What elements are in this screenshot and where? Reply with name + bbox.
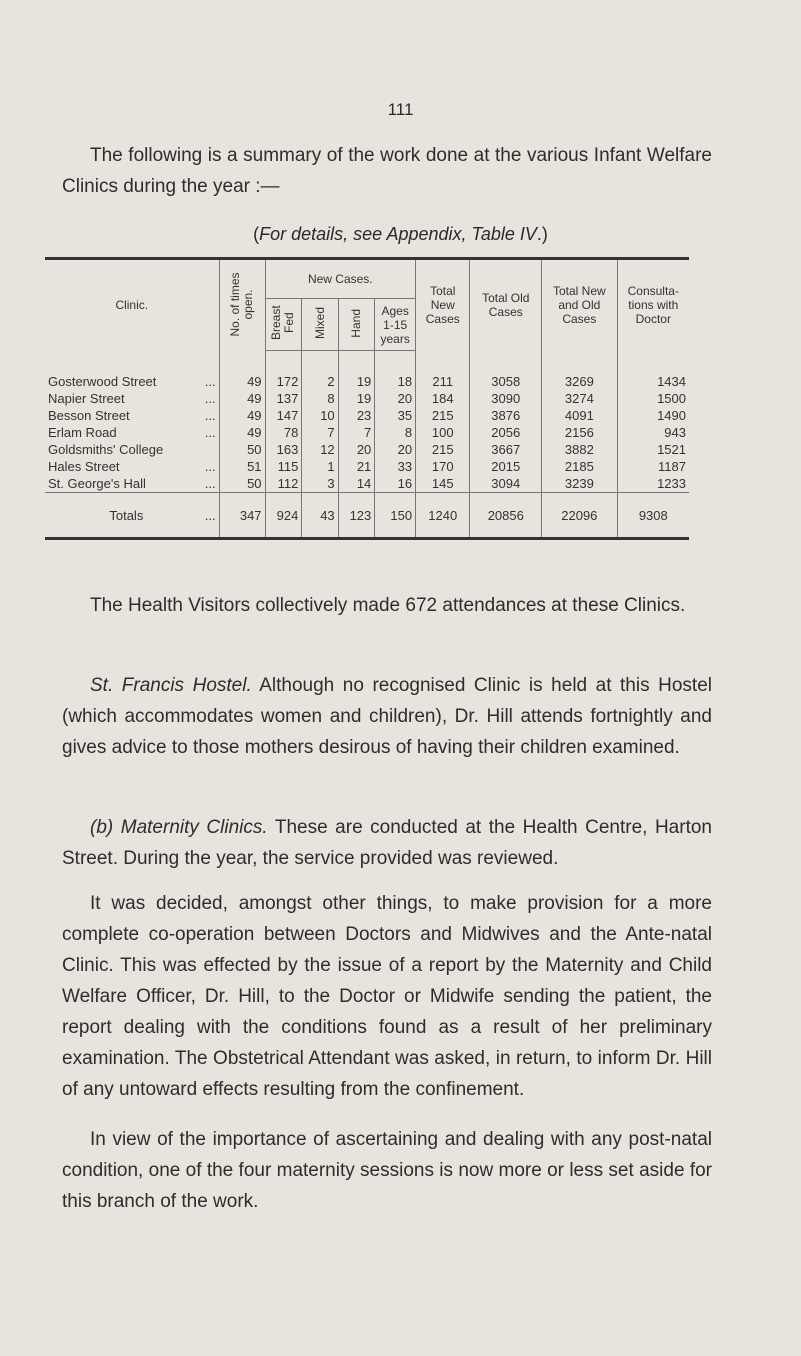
totals-open: 347 <box>219 493 265 539</box>
table-row <box>45 441 689 458</box>
cell-told: 3090 <box>470 390 542 407</box>
totals-mixed: 43 <box>302 493 338 539</box>
table-row <box>45 390 689 407</box>
cell-told: 3058 <box>470 351 542 391</box>
cell-mixed: 10 <box>302 407 338 424</box>
cell-mixed: 12 <box>302 441 338 458</box>
totals-row <box>45 493 689 539</box>
cell-tnew: 100 <box>416 424 470 441</box>
cell-breast: 147 <box>265 407 302 424</box>
header-times-open: No. of times open. <box>219 259 265 351</box>
table-caption <box>0 224 801 245</box>
cell-tall: 3269 <box>542 351 617 391</box>
header-total-new: Total New Cases <box>416 259 470 351</box>
clinic-name: Goldsmiths' College <box>48 442 164 457</box>
intro-paragraph: The following is a summary of the work done at the various Infant Welfare Clinics during the year :— <box>62 145 712 197</box>
cell-tnew: 211 <box>416 351 470 391</box>
totals-hand: 123 <box>338 493 375 539</box>
table-row <box>45 351 689 391</box>
header-breast-fed: Breast Fed <box>265 299 302 351</box>
cell-ages: 20 <box>375 390 416 407</box>
caption-text: For details, see Appendix, Table IV <box>259 224 537 244</box>
postnatal-paragraph: In view of the importance of ascertaining and dealing with any post-natal condition, one of the four maternity sessions is now more or less set aside for this branch of the work. <box>62 1129 712 1212</box>
cell-told: 2056 <box>470 424 542 441</box>
cell-open: 49 <box>219 351 265 391</box>
header-mixed: Mixed <box>302 299 338 351</box>
totals-ages: 150 <box>375 493 416 539</box>
page-number: 111 <box>387 100 414 119</box>
hostel-title: St. Francis Hostel. <box>90 675 252 696</box>
cell-tnew: 145 <box>416 475 470 493</box>
cell-cons: 1500 <box>617 390 689 407</box>
cell-open: 49 <box>219 390 265 407</box>
cell-hand: 14 <box>338 475 375 493</box>
cell-tnew: 184 <box>416 390 470 407</box>
cell-tall: 2156 <box>542 424 617 441</box>
cell-cons: 943 <box>617 424 689 441</box>
clinic-name: Hales Street ... <box>48 459 216 474</box>
clinics-table <box>45 257 689 540</box>
decided-paragraph: It was decided, amongst other things, to make provision for a more complete co-operation between Doctors and Midwives and the Ante-natal Clinic. This was effected by the issue of a report by the Maternity and Child Welfare Officer, Dr. Hill, to the Doctor or Midwife sending the patient, the report dealing with the conditions found as a result of her preliminary examination. The Obstetrical Attendant was asked, in return, to inform Dr. Hill of any untoward effects resulting from the confinement. <box>62 893 712 1100</box>
header-new-cases: New Cases. <box>265 259 416 299</box>
header-consultations: Consulta- tions with Doctor <box>617 259 689 351</box>
cell-cons: 1233 <box>617 475 689 493</box>
clinic-name: Napier Street ... <box>48 391 216 406</box>
cell-tall: 4091 <box>542 407 617 424</box>
table-row <box>45 475 689 493</box>
cell-tnew: 215 <box>416 441 470 458</box>
clinic-name: Besson Street ... <box>48 408 216 423</box>
cell-told: 3094 <box>470 475 542 493</box>
header-total-new-old: Total New and Old Cases <box>542 259 617 351</box>
table-body <box>45 351 689 493</box>
cell-hand: 19 <box>338 390 375 407</box>
cell-open: 49 <box>219 407 265 424</box>
cell-ages: 35 <box>375 407 416 424</box>
cell-tall: 3239 <box>542 475 617 493</box>
table-row <box>45 424 689 441</box>
cell-breast: 137 <box>265 390 302 407</box>
cell-mixed: 8 <box>302 390 338 407</box>
cell-told: 3667 <box>470 441 542 458</box>
caption-open: ( <box>253 224 260 244</box>
totals-tnew: 1240 <box>416 493 470 539</box>
cell-told: 2015 <box>470 458 542 475</box>
cell-mixed: 1 <box>302 458 338 475</box>
cell-mixed: 3 <box>302 475 338 493</box>
clinic-name: Gosterwood Street ... <box>48 373 216 389</box>
maternity-prefix: (b) <box>90 817 121 838</box>
cell-open: 49 <box>219 424 265 441</box>
cell-tall: 3274 <box>542 390 617 407</box>
cell-tnew: 215 <box>416 407 470 424</box>
cell-tnew: 170 <box>416 458 470 475</box>
totals-told: 20856 <box>470 493 542 539</box>
cell-ages: 16 <box>375 475 416 493</box>
cell-told: 3876 <box>470 407 542 424</box>
cell-open: 50 <box>219 441 265 458</box>
totals-tall: 22096 <box>542 493 617 539</box>
cell-open: 51 <box>219 458 265 475</box>
cell-tall: 3882 <box>542 441 617 458</box>
hostel-paragraph: St. Francis Hostel. Although no recognised Clinic is held at this Hostel (which accommodates women and children), Dr. Hill attends fortnightly and gives advice to those mothers desirous of having their children examined. <box>62 675 712 758</box>
cell-cons: 1490 <box>617 407 689 424</box>
cell-open: 50 <box>219 475 265 493</box>
cell-breast: 115 <box>265 458 302 475</box>
table-row <box>45 407 689 424</box>
cell-tall: 2185 <box>542 458 617 475</box>
header-ages: Ages 1-15 years <box>375 299 416 351</box>
maternity-paragraph: (b) Maternity Clinics. These are conducted at the Health Centre, Harton Street. During the year, the service provided was reviewed. <box>62 817 712 869</box>
cell-cons: 1434 <box>617 351 689 391</box>
totals-breast: 924 <box>265 493 302 539</box>
table-row <box>45 458 689 475</box>
cell-hand: 19 <box>338 351 375 391</box>
totals-cons: 9308 <box>617 493 689 539</box>
totals-label: Totals ... <box>45 493 219 539</box>
clinic-name: St. George's Hall ... <box>48 476 216 491</box>
cell-breast: 78 <box>265 424 302 441</box>
cell-hand: 21 <box>338 458 375 475</box>
header-clinic: Clinic. <box>115 298 149 313</box>
cell-cons: 1521 <box>617 441 689 458</box>
header-total-old: Total Old Cases <box>470 259 542 351</box>
cell-hand: 23 <box>338 407 375 424</box>
cell-ages: 20 <box>375 441 416 458</box>
cell-breast: 112 <box>265 475 302 493</box>
cell-cons: 1187 <box>617 458 689 475</box>
caption-close: .) <box>536 224 548 244</box>
cell-hand: 20 <box>338 441 375 458</box>
cell-breast: 172 <box>265 351 302 391</box>
cell-ages: 8 <box>375 424 416 441</box>
cell-breast: 163 <box>265 441 302 458</box>
header-hand: Hand <box>338 299 375 351</box>
cell-ages: 33 <box>375 458 416 475</box>
maternity-title: Maternity Clinics. <box>120 817 268 838</box>
cell-mixed: 7 <box>302 424 338 441</box>
cell-hand: 7 <box>338 424 375 441</box>
visitors-paragraph: The Health Visitors collectively made 672 attendances at these Clinics. <box>90 595 686 616</box>
cell-mixed: 2 <box>302 351 338 391</box>
clinic-name: Erlam Road ... <box>48 425 216 440</box>
cell-ages: 18 <box>375 351 416 391</box>
